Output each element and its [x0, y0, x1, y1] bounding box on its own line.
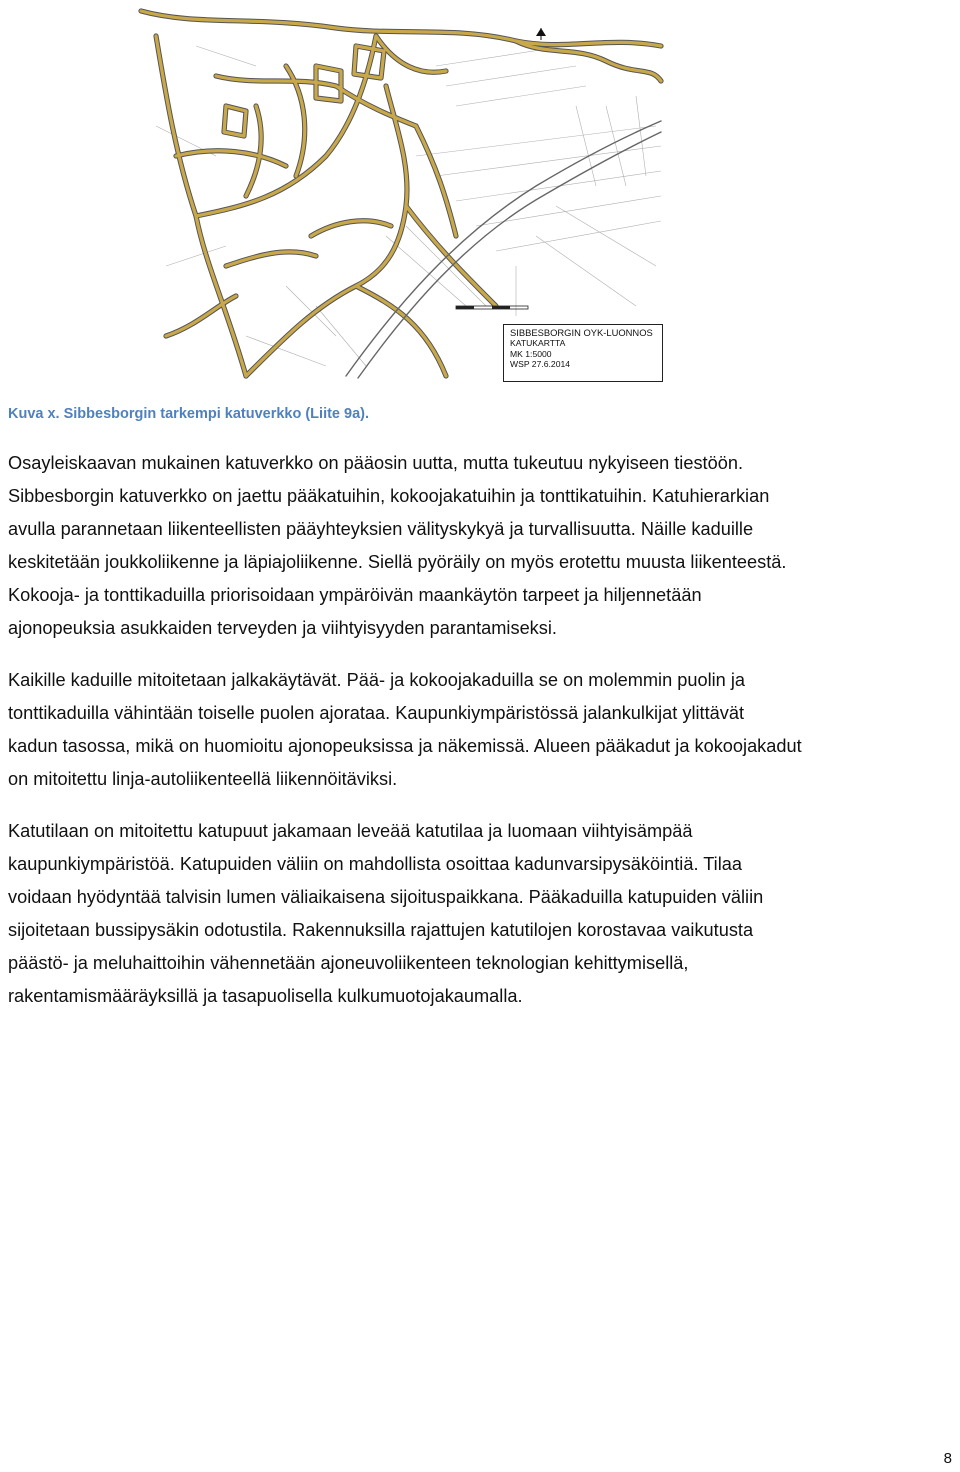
figure-caption: Kuva x. Sibbesborgin tarkempi katuverkko (Liite 9a).	[8, 406, 369, 422]
paragraph-sidewalks	[8, 664, 953, 796]
text-line: Osayleiskaavan mukainen katuverkko on pääosin uutta, mutta tukeutuu nykyiseen tiestöön.	[8, 453, 744, 473]
paragraph-street-hierarchy	[8, 447, 953, 646]
text-line: Kaikille kaduille mitoitetaan jalkakäytävät. Pää- ja kokoojakaduilla se on molemmin puolin ja	[8, 670, 745, 690]
text-line: kaupunkiympäristöä. Katupuiden väliin on mahdollista osoittaa kadunvarsipysäköintiä. Tilaa	[8, 854, 742, 875]
text-line: Kokooja- ja tonttikaduilla priorisoidaan ympäröivän maankäytön tarpeet ja hiljennetään	[8, 585, 702, 606]
text-line: avulla parannetaan liikenteellisten pääyhteyksien välityskykyä ja turvallisuutta. Näille kaduille	[8, 519, 754, 540]
legend-title: SIBBESBORGIN OYK-LUONNOS	[510, 327, 653, 338]
text-line: sijoitetaan bussipysäkin odotustila. Rakennuksilla rajattujen katutilojen korostavaa vaikutusta	[8, 920, 754, 941]
legend-scale: MK 1:5000	[510, 348, 552, 359]
street-network-map	[136, 6, 666, 386]
legend-author-date: WSP 27.6.2014	[510, 359, 571, 370]
text-line: tonttikaduilla vähintään toiselle puolen ajorataa. Kaupunkiympäristössä jalankulkijat ylittävät	[8, 703, 745, 724]
page-number: 8	[943, 1450, 952, 1467]
text-line: päästö- ja meluhaittoihin vähennetään ajoneuvoliikenteen teknologian kehittymisellä,	[8, 953, 689, 974]
text-line: ajonopeuksia asukkaiden terveyden ja viihtyisyyden parantamiseksi.	[8, 618, 557, 639]
text-line: voidaan hyödyntää talvisin lumen väliaikaisena sijoituspaikkana. Pääkaduilla katupuiden väliin	[8, 887, 764, 908]
paragraph-street-trees	[8, 815, 953, 1014]
text-line: Katutilaan on mitoitettu katupuut jakamaan leveää katutilaa ja luomaan viihtyisämpää	[8, 821, 693, 841]
text-line: keskitetään joukkoliikenne ja läpiajoliikenne. Siellä pyöräily on myös erotettu muusta liikenteestä.	[8, 552, 787, 573]
text-line: rakentamismääräyksillä ja tasapuolisella kulkumuotojakaumalla.	[8, 986, 523, 1007]
text-line: kadun tasossa, mikä on huomioitu ajonopeuksissa ja näkemissä. Alueen pääkadut ja kokoojakadut	[8, 736, 802, 757]
text-line: Sibbesborgin katuverkko on jaettu pääkatuihin, kokoojakatuihin ja tonttikatuihin. Katuhierarkian	[8, 486, 770, 507]
text-line: on mitoitettu linja-autoliikenteellä liikennöitäviksi.	[8, 769, 398, 790]
map-legend-box	[503, 324, 663, 382]
legend-map-type: KATUKARTTA	[510, 338, 566, 349]
